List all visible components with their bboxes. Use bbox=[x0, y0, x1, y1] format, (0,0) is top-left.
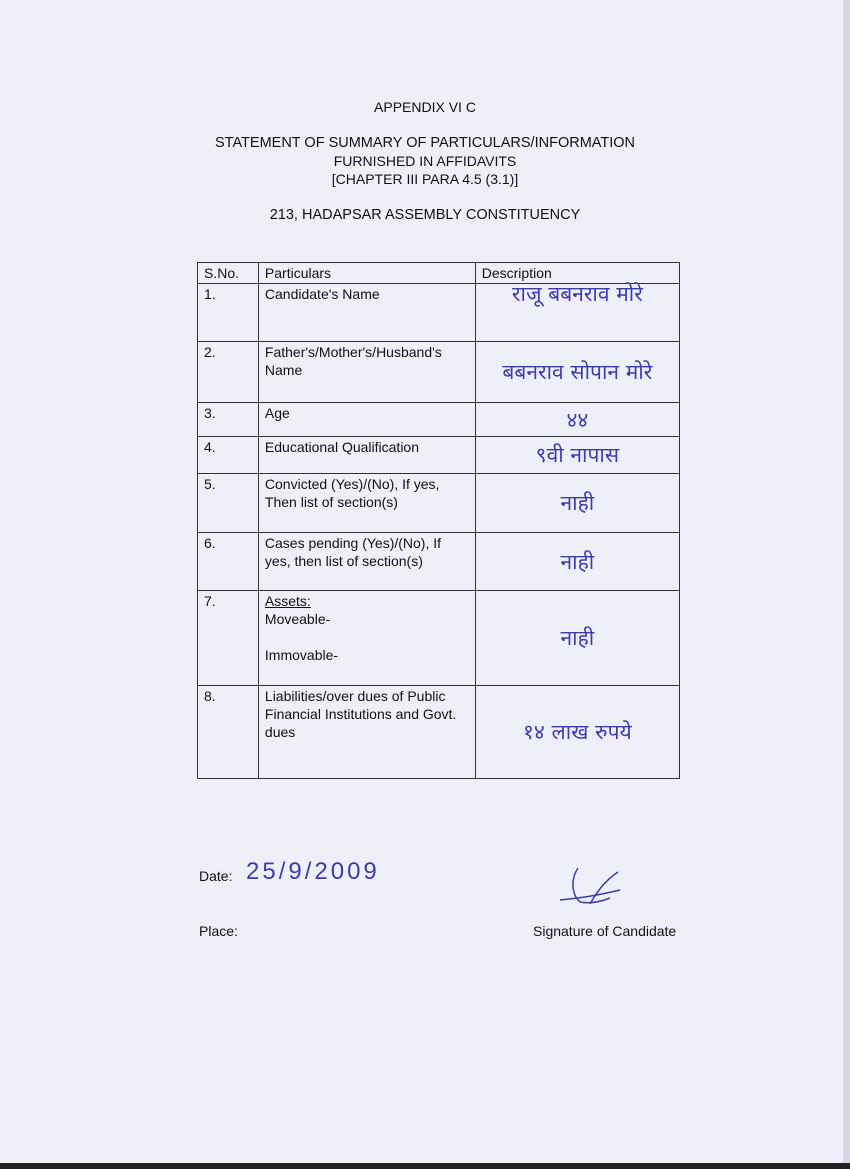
row-particulars: Father's/Mother's/Husband's Name bbox=[258, 342, 475, 403]
assets-immovable: Immovable- bbox=[264, 647, 339, 663]
row-sno: 5. bbox=[198, 474, 259, 533]
row-particulars bbox=[258, 591, 475, 686]
date-label: Date: bbox=[199, 868, 233, 884]
row-description: नाही bbox=[475, 474, 679, 533]
row-particulars: Age bbox=[258, 403, 475, 437]
row-description: नाही bbox=[475, 533, 679, 591]
row-sno: 3. bbox=[198, 403, 259, 437]
table-header-row bbox=[198, 263, 680, 284]
row-description: ४४ bbox=[475, 403, 679, 437]
row-description: १४ लाख रुपये bbox=[475, 686, 679, 779]
row-particulars: Convicted (Yes)/(No), If yes, Then list of section(s) bbox=[258, 474, 475, 533]
row-description: ९वी नापास bbox=[475, 437, 679, 474]
scan-bottom-edge bbox=[0, 1163, 850, 1169]
constituency: 213, HADAPSAR ASSEMBLY CONSTITUENCY bbox=[269, 207, 581, 223]
date-value: 25/9/2009 bbox=[246, 858, 380, 885]
scan-edge bbox=[843, 0, 850, 1169]
row-sno: 2. bbox=[198, 342, 259, 403]
table-row bbox=[198, 686, 680, 779]
table-row bbox=[198, 437, 680, 474]
row-particulars: Educational Qualification bbox=[258, 437, 475, 474]
row-sno: 8. bbox=[198, 686, 259, 779]
row-sno: 4. bbox=[198, 437, 259, 474]
table-row bbox=[198, 591, 680, 686]
row-sno: 7. bbox=[198, 591, 259, 686]
header-sno: S.No. bbox=[198, 263, 259, 284]
assets-heading: Assets: bbox=[264, 593, 311, 609]
row-particulars: Cases pending (Yes)/(No), If yes, then list of section(s) bbox=[258, 533, 475, 591]
row-description: बबनराव सोपान मोरे bbox=[475, 342, 679, 403]
row-description: नाही bbox=[475, 591, 679, 686]
table-row bbox=[198, 342, 680, 403]
particulars-table bbox=[197, 262, 680, 779]
table-row bbox=[198, 533, 680, 591]
row-description: राजू बबनराव मोरे bbox=[475, 284, 679, 342]
statement-title-line2: FURNISHED IN AFFIDAVITS bbox=[333, 153, 517, 169]
header-description: Description bbox=[475, 263, 679, 284]
signature-label: Signature of Candidate bbox=[533, 923, 677, 939]
table-row bbox=[198, 284, 680, 342]
assets-moveable: Moveable- bbox=[264, 611, 331, 627]
statement-title-line3: [CHAPTER III PARA 4.5 (3.1)] bbox=[331, 171, 519, 187]
table-row bbox=[198, 474, 680, 533]
row-particulars: Liabilities/over dues of Public Financial Institutions and Govt. dues bbox=[258, 686, 475, 779]
header-particulars: Particulars bbox=[258, 263, 475, 284]
statement-title-line1: STATEMENT OF SUMMARY OF PARTICULARS/INFORMATION bbox=[215, 135, 635, 151]
appendix-title: APPENDIX VI C bbox=[374, 99, 476, 115]
row-sno: 6. bbox=[198, 533, 259, 591]
table-row bbox=[198, 403, 680, 437]
row-sno: 1. bbox=[198, 284, 259, 342]
row-particulars: Candidate's Name bbox=[258, 284, 475, 342]
place-label: Place: bbox=[199, 923, 238, 939]
signature-icon bbox=[550, 860, 625, 915]
